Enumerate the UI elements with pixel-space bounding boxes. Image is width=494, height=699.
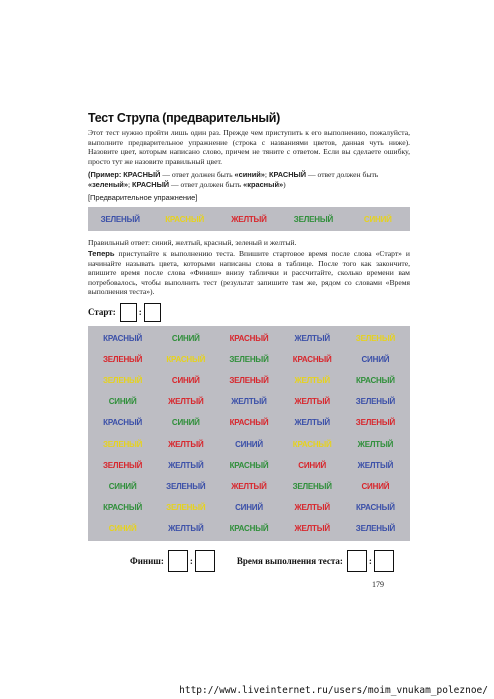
stroop-word: ЗЕЛЕНЫЙ xyxy=(229,376,269,386)
stroop-word: ЗЕЛЕНЫЙ xyxy=(292,481,332,491)
example-word-3: КРАСНЫЙ xyxy=(131,179,170,189)
finish-colon: : xyxy=(189,556,193,566)
stroop-word: СИНИЙ xyxy=(361,481,390,491)
page-number: 179 xyxy=(372,580,384,589)
instructions-body: приступайте к выполнению теста. Впишите стартовое время после слова «Старт» и начинайте называть цвета, которыми написаны слова в таблице. После того как закончите, впишите время после слова «Финиш» внизу таблички и рассчитайте, сколько времени вам потребовалось, чтобы выполнить тест (результат запишите там же, рядом со словами «Время выполнения теста»). xyxy=(88,249,410,297)
stroop-word: ЗЕЛЕНЫЙ xyxy=(166,481,206,491)
stroop-word: ЗЕЛЕНЫЙ xyxy=(166,502,206,512)
example-separator-1: ; xyxy=(264,170,269,179)
stroop-word: ЖЕЛТЫЙ xyxy=(231,481,267,491)
stroop-word: СИНИЙ xyxy=(171,376,200,386)
stroop-word: КРАСНЫЙ xyxy=(229,418,269,428)
stroop-word: ЖЕЛТЫЙ xyxy=(294,418,330,428)
stroop-word: КРАСНЫЙ xyxy=(292,355,332,365)
stroop-word: КРАСНЫЙ xyxy=(103,418,143,428)
stroop-word: СИНИЙ xyxy=(171,334,200,344)
stroop-word: КРАСНЫЙ xyxy=(355,502,395,512)
page-title: Тест Струпа (предварительный) xyxy=(88,111,280,125)
stroop-word: КРАСНЫЙ xyxy=(229,334,269,344)
practice-word: ЗЕЛЕНЫЙ xyxy=(293,214,334,224)
stroop-word: ЗЕЛЕНЫЙ xyxy=(355,334,396,344)
example-answer-2: «зеленый» xyxy=(88,179,128,189)
practice-heading: [Предварительное упражнение] xyxy=(88,193,198,202)
stroop-word: КРАСНЫЙ xyxy=(355,376,395,386)
correct-answer-line: Правильный ответ: синий, желтый, красный, зеленый и желтый. xyxy=(88,238,297,247)
finish-hours-box[interactable] xyxy=(168,550,188,572)
stroop-word: ЖЕЛТЫЙ xyxy=(357,460,394,470)
stroop-word: ЖЕЛТЫЙ xyxy=(168,439,204,449)
stroop-word: КРАСНЫЙ xyxy=(229,523,269,533)
start-colon: : xyxy=(138,307,142,317)
practice-word: ЗЕЛЕНЫЙ xyxy=(100,214,140,224)
start-time-row xyxy=(88,300,161,324)
stroop-word: КРАСНЫЙ xyxy=(166,355,206,365)
stroop-word: КРАСНЫЙ xyxy=(103,502,143,512)
example-word-1: КРАСНЫЙ xyxy=(123,170,161,179)
finish-label: Финиш: xyxy=(130,556,164,566)
stroop-word: ЗЕЛЕНЫЙ xyxy=(102,460,143,470)
stroop-word: ЖЕЛТЫЙ xyxy=(294,502,330,512)
instructions-lead: Теперь xyxy=(88,249,115,258)
stroop-word: СИНИЙ xyxy=(361,355,390,365)
stroop-word: КРАСНЫЙ xyxy=(103,334,143,344)
start-minutes-box[interactable] xyxy=(144,303,161,322)
stroop-word: СИНИЙ xyxy=(235,439,263,449)
duration-seconds-box[interactable] xyxy=(374,550,394,572)
stroop-grid xyxy=(88,326,410,541)
start-hours-box[interactable] xyxy=(120,303,137,322)
duration-minutes-box[interactable] xyxy=(347,550,367,572)
stroop-word: ЖЕЛТЫЙ xyxy=(168,397,204,407)
example-separator-2: ; xyxy=(127,179,132,189)
example-end: ) xyxy=(283,179,286,189)
stroop-word: СИНИЙ xyxy=(235,502,263,512)
example-answer-1: «синий» xyxy=(234,170,265,179)
stroop-word: ЖЕЛТЫЙ xyxy=(294,376,330,386)
stroop-word: ЖЕЛТЫЙ xyxy=(294,523,330,533)
example-text-2: — ответ должен быть xyxy=(306,170,379,179)
stroop-word: ЗЕЛЕНЫЙ xyxy=(102,439,143,449)
example-text-1: — ответ должен быть xyxy=(160,170,235,179)
stroop-word: СИНИЙ xyxy=(171,418,200,428)
instructions-paragraph xyxy=(88,249,410,297)
practice-strip xyxy=(88,207,410,231)
stroop-word: ЖЕЛТЫЙ xyxy=(357,439,394,449)
duration-label: Время выполнения теста: xyxy=(236,556,343,566)
start-label: Старт: xyxy=(88,307,116,317)
stroop-word: ЗЕЛЕНЫЙ xyxy=(102,376,143,386)
example-text-3: — ответ должен быть xyxy=(169,179,244,189)
stroop-word: ЗЕЛЕНЫЙ xyxy=(102,355,143,365)
stroop-word: ЗЕЛЕНЫЙ xyxy=(355,523,396,533)
duration-colon: : xyxy=(368,556,372,566)
finish-time-row xyxy=(130,548,394,574)
stroop-word: ЖЕЛТЫЙ xyxy=(231,397,267,407)
stroop-word: СИНИЙ xyxy=(108,523,137,533)
practice-word: ЖЕЛТЫЙ xyxy=(231,214,267,224)
example-answer-3: «красный» xyxy=(243,179,284,189)
example-word-2: КРАСНЫЙ xyxy=(268,170,307,179)
example-paragraph xyxy=(88,170,410,189)
stroop-word: СИНИЙ xyxy=(298,460,327,470)
stroop-word: КРАСНЫЙ xyxy=(292,439,332,449)
practice-word: СИНИЙ xyxy=(363,214,392,224)
practice-word: КРАСНЫЙ xyxy=(165,214,205,224)
example-label: (Пример: xyxy=(88,170,122,179)
source-url-watermark: http://www.liveinternet.ru/users/moim_vnukam_poleznoe/ xyxy=(179,685,488,696)
stroop-word: ЗЕЛЕНЫЙ xyxy=(229,355,269,365)
stroop-word: СИНИЙ xyxy=(108,397,137,407)
stroop-word: ЗЕЛЕНЫЙ xyxy=(355,418,396,428)
stroop-word: ЗЕЛЕНЫЙ xyxy=(355,397,396,407)
stroop-word: ЖЕЛТЫЙ xyxy=(168,523,204,533)
intro-paragraph: Этот тест нужно пройти лишь один раз. Прежде чем приступить к его выполнению, пожалуйста, выполните предварительное упражнение (строка с названиями цветов, данная чуть ниже). Назовите цвет, которым написано слово, причем не тяните с ответом. Если вы сделаете ошибку, просто тут же назовите правильный цвет. xyxy=(88,128,410,166)
finish-minutes-box[interactable] xyxy=(195,550,215,572)
stroop-word: ЖЕЛТЫЙ xyxy=(294,334,330,344)
stroop-word: ЖЕЛТЫЙ xyxy=(168,460,204,470)
stroop-word: СИНИЙ xyxy=(108,481,137,491)
stroop-word: КРАСНЫЙ xyxy=(229,460,269,470)
stroop-word: ЖЕЛТЫЙ xyxy=(294,397,330,407)
